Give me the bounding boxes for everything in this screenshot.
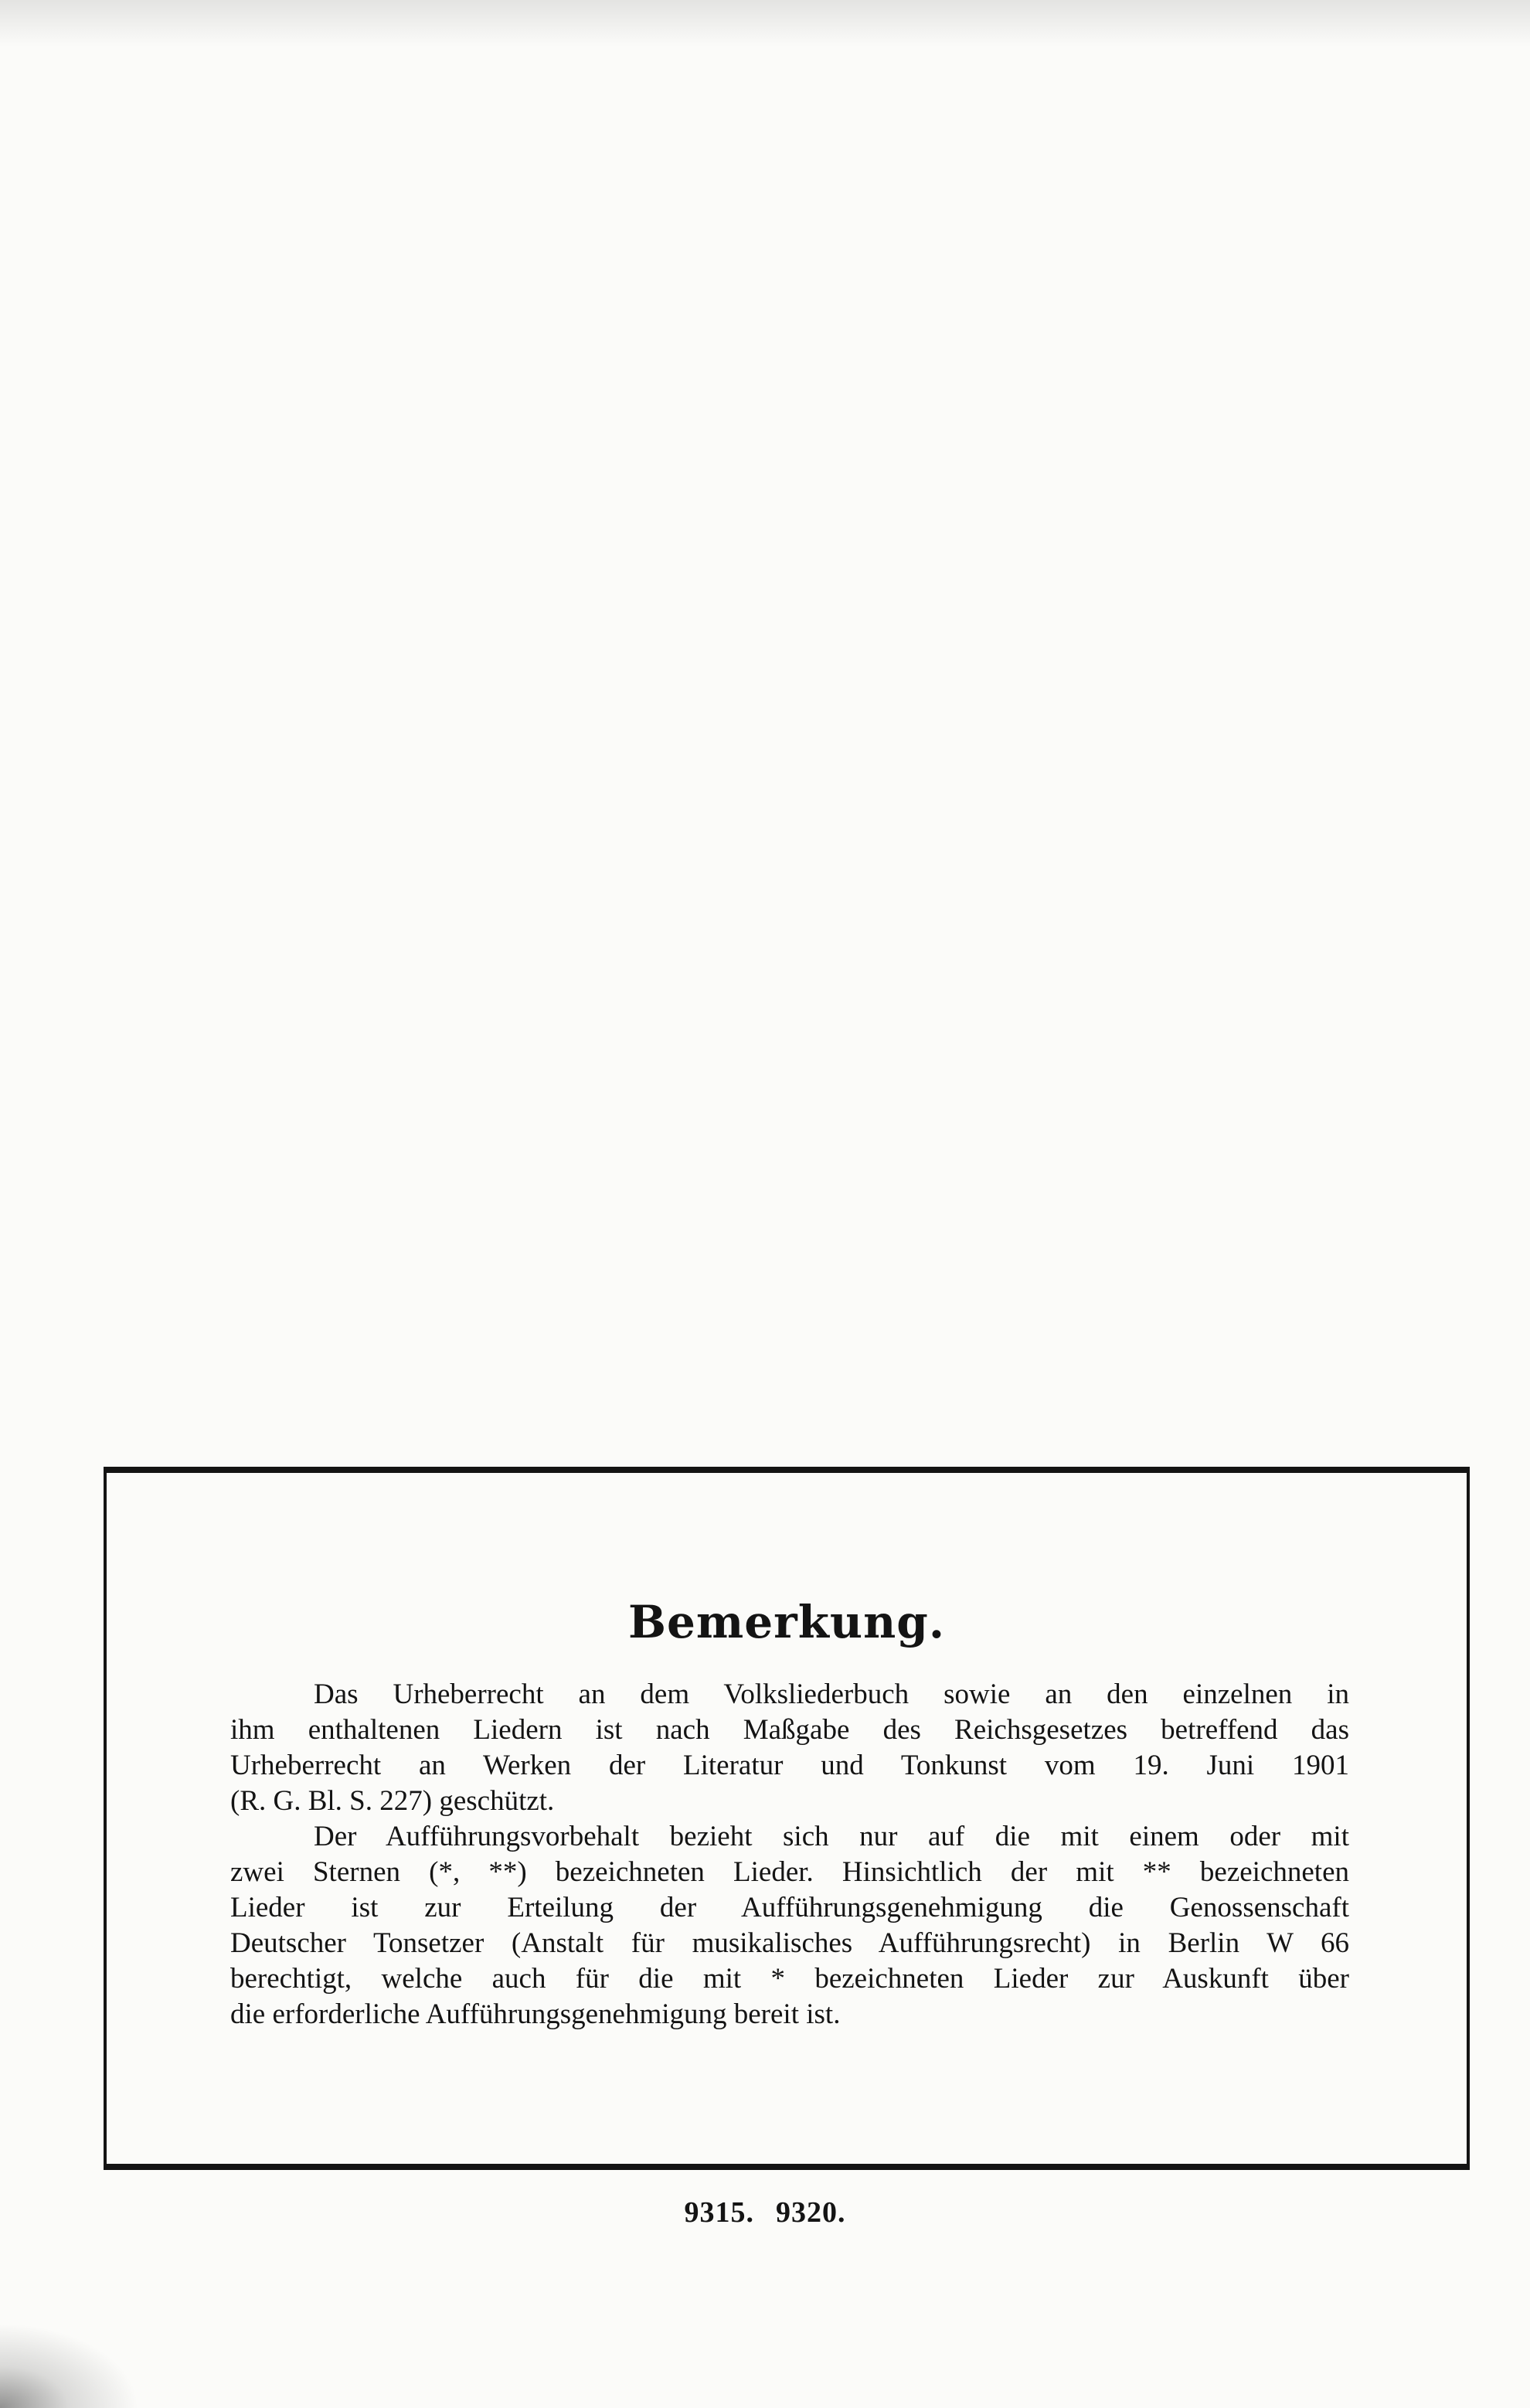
text-line: berechtigt, welche auch für die mit * bezeichneten Lieder zur Auskunft über xyxy=(230,1963,1349,1995)
page-edge-shading xyxy=(0,0,1530,46)
plate-number: 9315. xyxy=(684,2196,754,2229)
copyright-notice-box xyxy=(104,1467,1470,2170)
plate-number: 9320. xyxy=(776,2196,846,2229)
text-line: (R. G. Bl. S. 227) geschützt. xyxy=(230,1785,555,1817)
text-line: Der Aufführungsvorbehalt bezieht sich nur auf die mit einem oder mit xyxy=(314,1821,1349,1852)
page-corner-shadow xyxy=(0,2323,139,2408)
text-line: die erforderliche Aufführungsgenehmigung bereit ist. xyxy=(230,1998,841,2030)
notice-title: Bemerkung. xyxy=(627,1596,946,1648)
notice-paragraph-performance xyxy=(230,1819,1349,2032)
text-line: Lieder ist zur Erteilung der Aufführungsgenehmigung die Genossenschaft xyxy=(230,1892,1349,1923)
text-line: zwei Sternen (*, **) bezeichneten Lieder. Hinsichtlich der mit ** bezeichneten xyxy=(230,1856,1349,1888)
text-line: ihm enthaltenen Liedern ist nach Maßgabe des Reichsgesetzes betreffend das xyxy=(230,1714,1349,1746)
notice-paragraph-copyright xyxy=(230,1677,1349,1819)
notice-body xyxy=(230,1677,1349,2032)
text-line: Urheberrecht an Werken der Literatur und Tonkunst vom 19. Juni 1901 xyxy=(230,1750,1349,1781)
plate-numbers xyxy=(0,2195,1530,2230)
text-line: Das Urheberrecht an dem Volksliederbuch sowie an den einzelnen in xyxy=(314,1678,1349,1710)
text-line: Deutscher Tonsetzer (Anstalt für musikalisches Aufführungsrecht) in Berlin W 66 xyxy=(230,1927,1349,1959)
